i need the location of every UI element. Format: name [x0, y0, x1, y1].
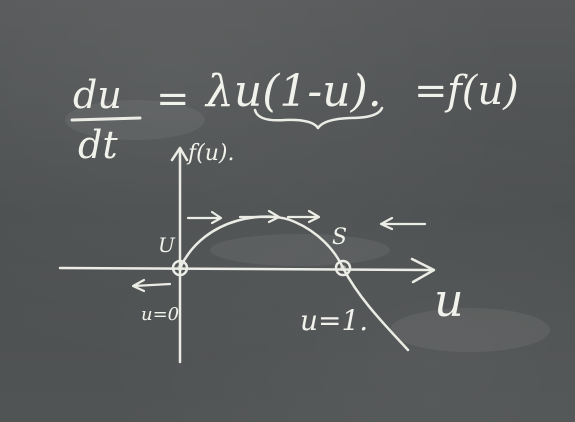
eraser-smudge — [210, 234, 390, 266]
right-point-label: u=1. — [300, 304, 369, 337]
equation-rhs-equals: = — [414, 68, 448, 114]
equation-rhs: λu(1-u). — [206, 66, 382, 117]
flow-arrow-right — [188, 212, 221, 223]
left-point-label: u=0 — [141, 304, 180, 325]
eraser-smudge — [390, 308, 550, 352]
flow-arrow-left — [381, 218, 425, 229]
equation-rhs-function: f(u) — [447, 68, 519, 114]
stable-point-label: S — [332, 225, 348, 250]
x-axis — [60, 268, 432, 270]
equation-denominator: dt — [78, 123, 118, 167]
stable-equilibrium-fill — [340, 265, 346, 271]
equation-equals: = — [156, 76, 190, 122]
unstable-point-label: U — [158, 233, 175, 257]
x-axis-label: u — [434, 273, 464, 327]
flow-arrow-left — [133, 280, 170, 291]
fraction-bar — [72, 118, 140, 120]
equation-numerator: du — [73, 73, 122, 117]
y-axis-label: f(u). — [188, 141, 235, 166]
unstable-equilibrium-fill — [177, 265, 183, 271]
flow-arrow-right — [240, 211, 279, 222]
